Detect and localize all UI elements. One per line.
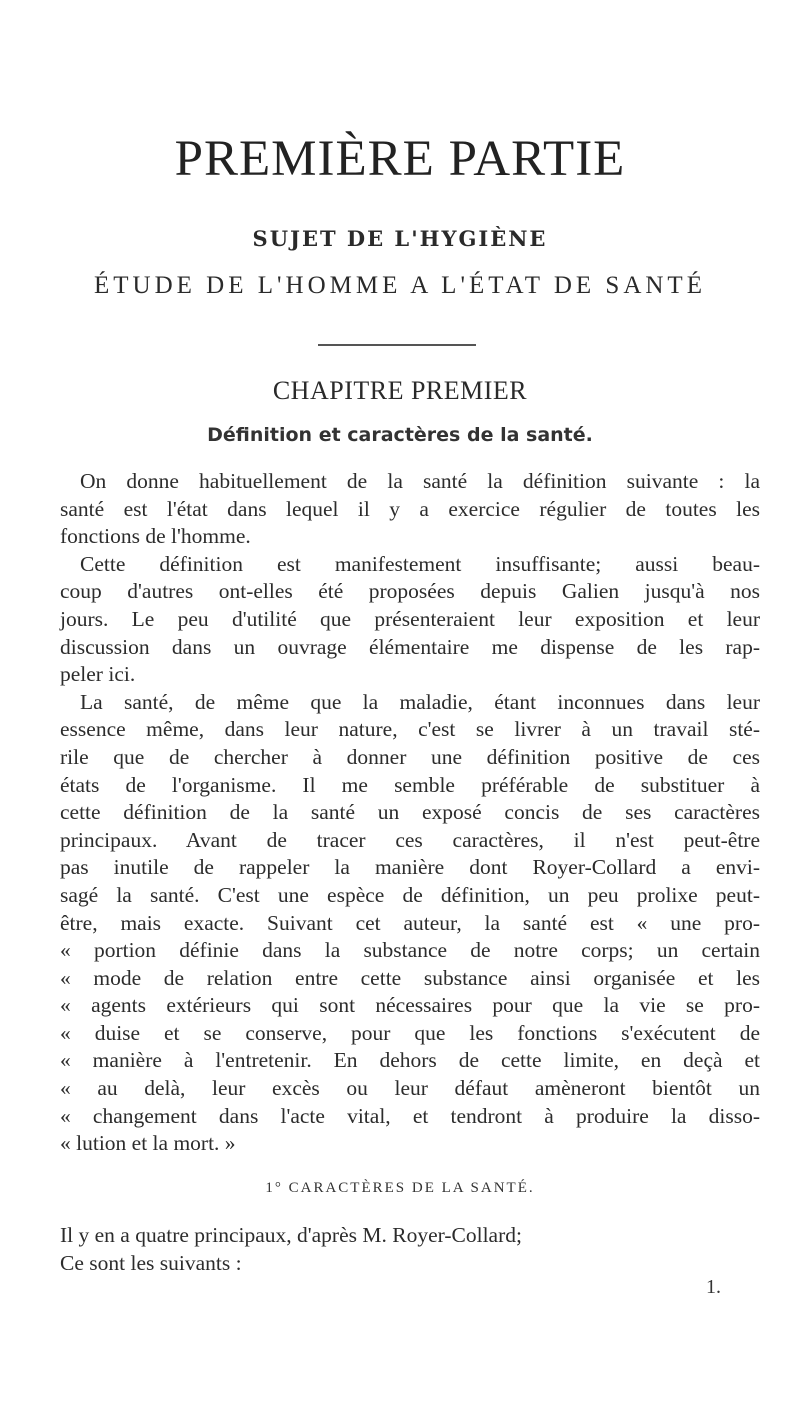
part-title: PREMIÈRE PARTIE bbox=[174, 131, 626, 187]
text-line: pas inutile de rappeler la manière dont Royer-Collard a envi- bbox=[60, 855, 760, 880]
text-line: rile que de chercher à donner une définition positive de ces bbox=[60, 744, 760, 769]
text-line: La santé, de même que la maladie, étant inconnues dans leur bbox=[80, 689, 760, 714]
section-heading: 1° CARACTÈRES DE LA SANTÉ. bbox=[265, 1180, 535, 1196]
subject-heading: SUJET DE L'HYGIÈNE bbox=[252, 226, 548, 251]
text-line: coup d'autres ont-elles été proposées depuis Galien jusqu'à nos bbox=[60, 579, 760, 604]
text-line: « portion définie dans la substance de notre corps; un certain bbox=[60, 938, 760, 963]
text-line: essence même, dans leur nature, c'est se livrer à un travail sté- bbox=[60, 717, 760, 742]
closing-text bbox=[60, 1222, 760, 1277]
text-line: sagé la santé. C'est une espèce de définition, un peu prolixe peut- bbox=[60, 882, 760, 907]
body-text bbox=[60, 468, 760, 1158]
text-line: « mode de relation entre cette substance ainsi organisée et les bbox=[60, 965, 760, 990]
text-line: états de l'organisme. Il me semble préférable de substituer à bbox=[60, 772, 760, 797]
text-line: santé est l'état dans lequel il y a exercice régulier de toutes les bbox=[60, 496, 760, 521]
text-line: « au delà, leur excès ou leur défaut amèneront bientôt un bbox=[60, 1076, 760, 1101]
chapter-title: CHAPITRE PREMIER bbox=[272, 376, 528, 405]
chapter-subtitle: Définition et caractères de la santé. bbox=[207, 424, 593, 446]
text-line: « manière à l'entretenir. En dehors de cette limite, en deçà et bbox=[60, 1048, 760, 1073]
signature-mark: 1. bbox=[706, 1276, 721, 1298]
text-line: « changement dans l'acte vital, et tendront à produire la disso- bbox=[60, 1103, 760, 1128]
text-line: peler ici. bbox=[60, 662, 136, 687]
text-line: On donne habituellement de la santé la définition suivante : la bbox=[80, 469, 760, 493]
text-line: Il y en a quatre principaux, d'après M. Royer-Collard; bbox=[60, 1223, 522, 1247]
text-line: cette définition de la santé un exposé concis de ses caractères bbox=[60, 800, 760, 825]
text-line: « duise et se conserve, pour que les fonctions s'exécutent de bbox=[60, 1020, 760, 1045]
text-line: fonctions de l'homme. bbox=[60, 524, 251, 549]
study-heading: ÉTUDE DE L'HOMME A L'ÉTAT DE SANTÉ bbox=[94, 272, 706, 299]
text-line: jours. Le peu d'utilité que présenteraient leur exposition et leur bbox=[60, 606, 760, 631]
text-line: être, mais exacte. Suivant cet auteur, la santé est « une pro- bbox=[60, 910, 760, 935]
divider bbox=[318, 344, 476, 346]
text-line: « lution et la mort. » bbox=[60, 1131, 236, 1156]
text-line: Ce sont les suivants : bbox=[60, 1250, 242, 1275]
text-line: discussion dans un ouvrage élémentaire me dispense de les rap- bbox=[60, 634, 760, 659]
text-line: « agents extérieurs qui sont nécessaires pour que la vie se pro- bbox=[60, 993, 760, 1018]
text-line: principaux. Avant de tracer ces caractères, il n'est peut-être bbox=[60, 827, 760, 852]
text-line: Cette définition est manifestement insuffisante; aussi beau- bbox=[80, 551, 760, 576]
